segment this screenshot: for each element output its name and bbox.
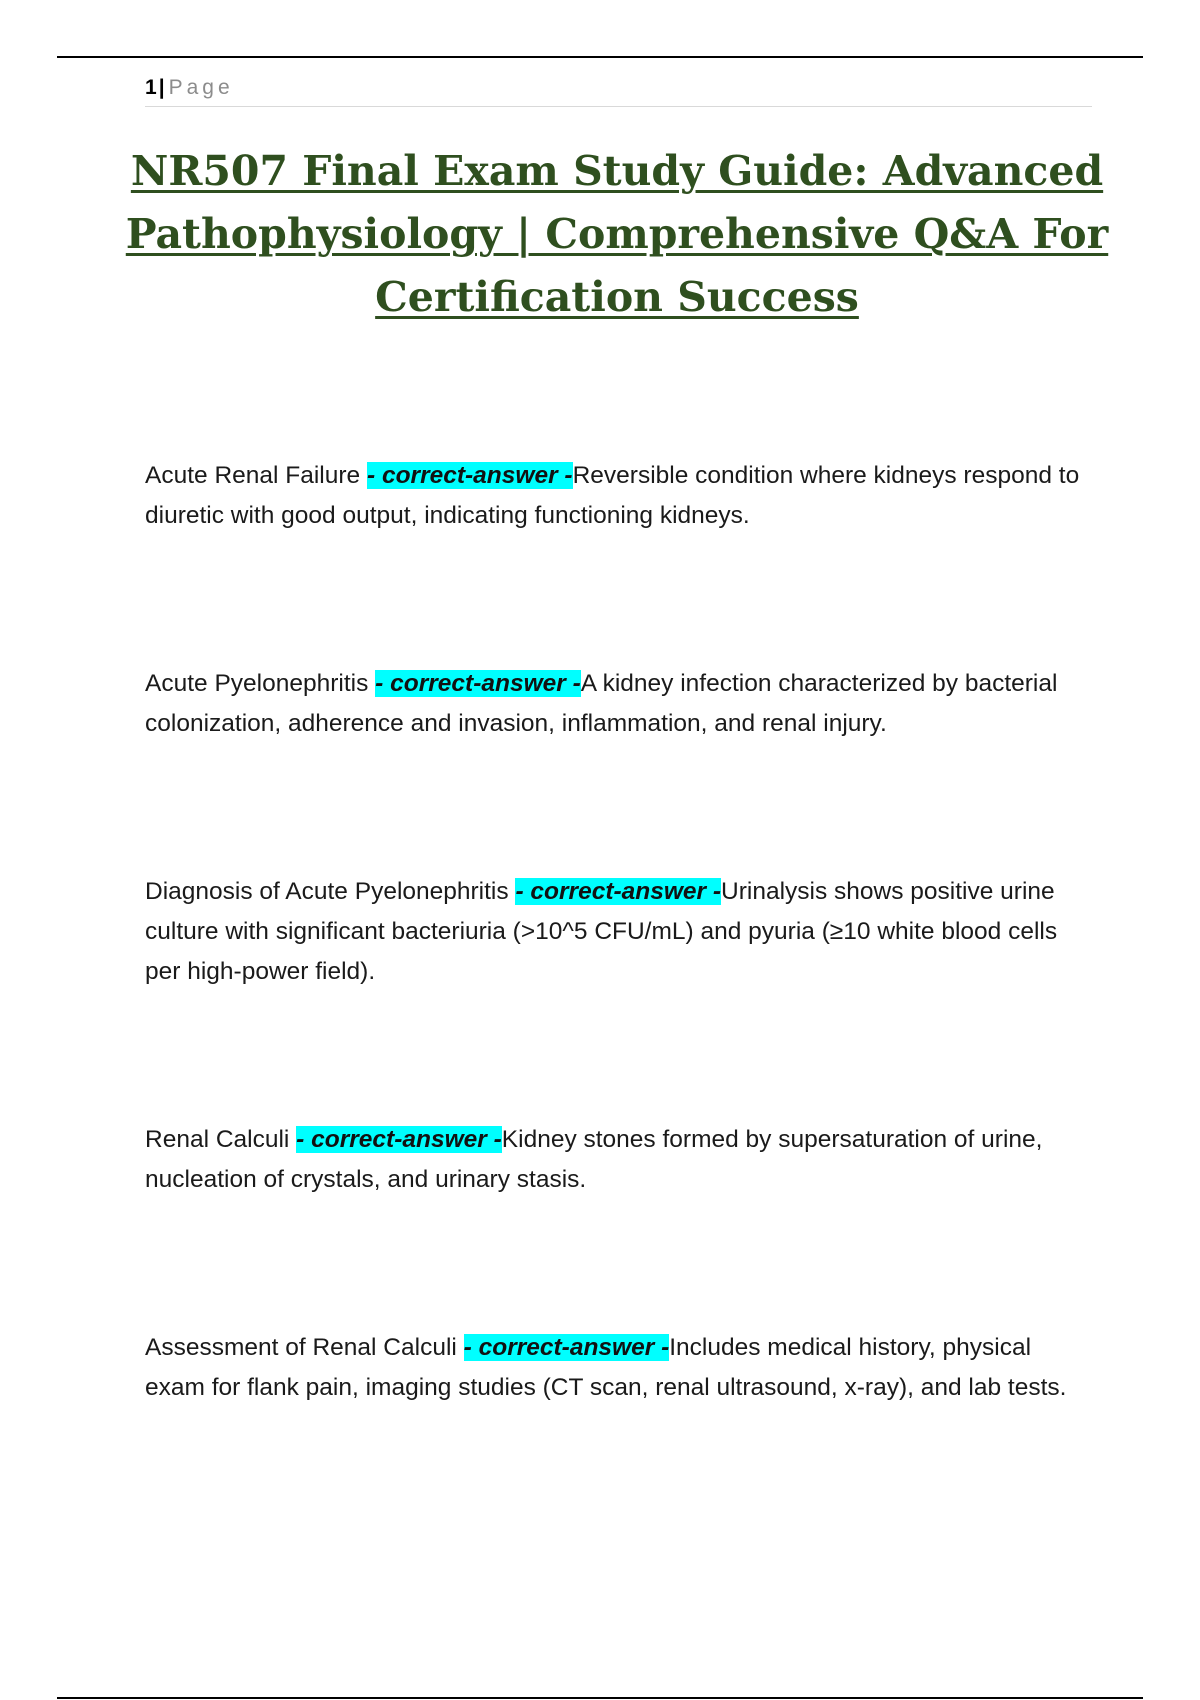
correct-answer-marker: - correct-answer - [296, 1126, 502, 1153]
page-header [145, 74, 1092, 107]
qa-entry-assessment-renal-calculi [145, 1328, 1095, 1408]
qa-list [145, 456, 1095, 1408]
page-separator: | [158, 76, 165, 99]
correct-answer-marker: - correct-answer - [515, 878, 722, 905]
correct-answer-marker: - correct-answer - [366, 462, 573, 489]
top-rule [57, 56, 1143, 58]
qa-entry-renal-calculi [145, 1120, 1095, 1200]
bottom-rule [57, 1697, 1143, 1699]
entry-answer: Urinalysis shows positive urine culture with significant bacteriuria (>10^5 CFU/mL) and pyuria (≥10 white blood cells per high-power field). [145, 878, 1058, 985]
correct-answer-marker: - correct-answer - [375, 670, 581, 697]
qa-entry-acute-renal-failure [145, 456, 1095, 536]
entry-answer: A kidney infection characterized by bacterial colonization, adherence and invasion, inflammation, and renal injury. [145, 670, 1058, 737]
correct-answer-marker: - correct-answer - [463, 1334, 670, 1361]
entry-term: Diagnosis of Acute Pyelonephritis [145, 878, 509, 905]
entry-answer: Kidney stones formed by supersaturation of urine, nucleation of crystals, and urinary stasis. [145, 1126, 1043, 1193]
qa-entry-diagnosis-acute-pyelonephritis [145, 872, 1095, 992]
page-label: Page [168, 76, 234, 99]
page-number: 1 [145, 76, 157, 99]
entry-term: Acute Pyelonephritis [145, 670, 369, 697]
qa-entry-acute-pyelonephritis [145, 664, 1095, 744]
document-title: NR507 Final Exam Study Guide: Advanced Pathophysiology | Comprehensive Q&A For Certification Success [125, 147, 1109, 321]
entry-term: Acute Renal Failure [145, 462, 361, 489]
entry-answer: Includes medical history, physical exam for flank pain, imaging studies (CT scan, renal ultrasound, x-ray), and lab tests. [145, 1334, 1067, 1401]
entry-term: Renal Calculi [145, 1126, 290, 1153]
entry-term: Assessment of Renal Calculi [145, 1334, 457, 1361]
entry-answer: Reversible condition where kidneys respond to diuretic with good output, indicating functioning kidneys. [145, 462, 1080, 529]
